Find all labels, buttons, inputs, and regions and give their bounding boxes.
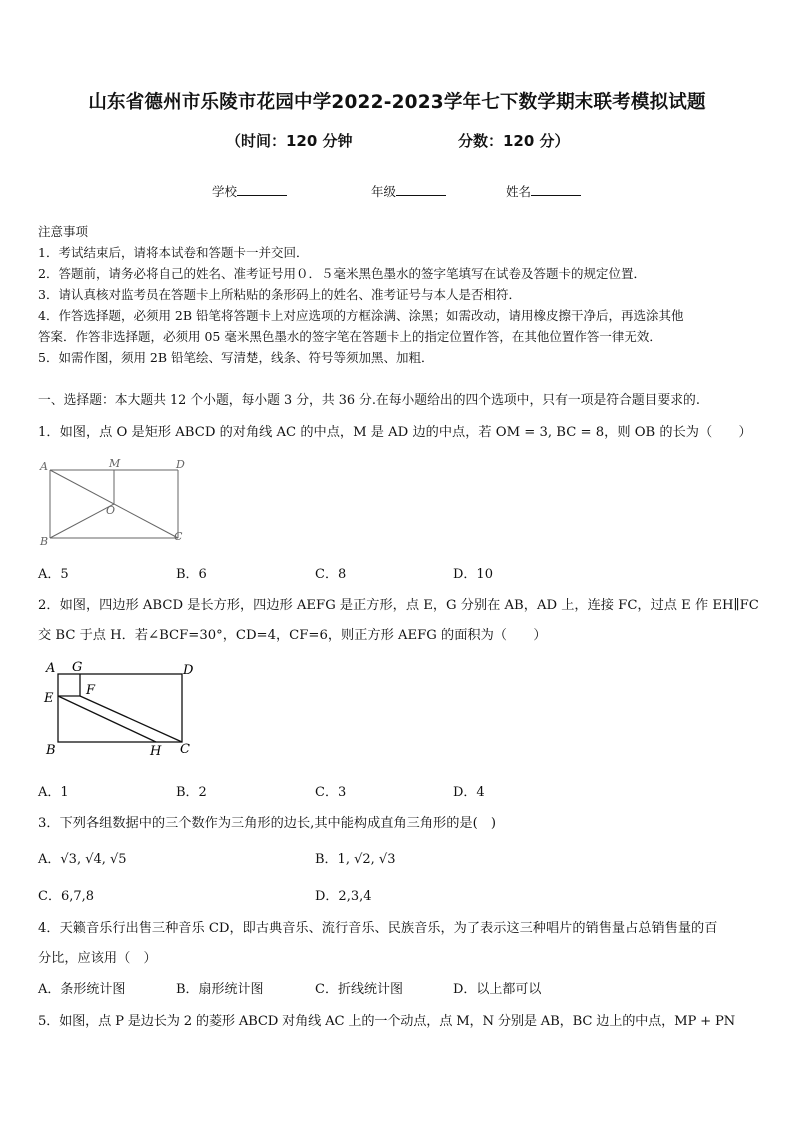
note-item: 答案．作答非选择题，必须用 05 毫米黑色墨水的签字笔在答题卡上的指定位置作答，在其他位置作答一律无效． [38,329,662,344]
q2-option-c: C．3 [315,785,347,800]
q1-option-a: A．5 [38,567,69,582]
question-2-line2: 交 BC 于点 H．若∠BCF=30°，CD=4，CF=6，则正方形 AEFG 的面积为（ ） [38,628,547,643]
q3-option-d: D．2,3,4 [315,889,372,904]
q2-option-b: B．2 [176,785,207,800]
note-item: 4．作答选择题，必须用 2B 铅笔将答题卡上对应选项的方框涂满、涂黑；如需改动，请用橡皮擦干净后，再选涂其他 [38,308,684,323]
fig2-label-G: G [72,660,83,675]
fig1-label-M: M [109,457,121,470]
note-item: 1．考试结束后，请将本试卷和答题卡一并交回． [38,245,309,260]
question-1-text: 1．如图，点 O 是矩形 ABCD 的对角线 AC 的中点，M 是 AD 边的中点，若 OM = 3, BC = 8，则 OB 的长为（ ） [38,425,752,440]
notes-heading: 注意事项 [38,224,89,239]
question-2-line1: 2．如图，四边形 ABCD 是长方形，四边形 AEFG 是正方形，点 E，G 分别在 AB，AD 上，连接 FC，过点 E 作 EH∥FC [38,598,759,613]
q1-option-b: B．6 [176,567,207,582]
fig1-label-O: O [106,504,116,517]
q2-option-a: A．1 [38,785,69,800]
q4-option-d: D．以上都可以 [453,982,542,997]
fig2-label-E: E [44,691,54,706]
fig2-label-F: F [86,683,96,698]
q4-option-b: B．扇形统计图 [176,982,264,997]
q3-option-b: B．1, √2, √3 [315,852,396,867]
section-heading: 一、选择题：本大题共 12 个小题，每小题 3 分，共 36 分.在每小题给出的四个选项中，只有一项是符合题目要求的. [38,393,700,408]
fig1-label-B: B [40,535,49,548]
school-field: 学校 [212,182,287,200]
fig1-label-D: D [176,458,185,471]
exam-score: 分数：120 分） [458,132,570,150]
question-2-figure [40,656,200,760]
fig1-label-A: A [40,460,48,473]
q3-option-a: A．√3, √4, √5 [38,852,127,867]
fig2-label-C: C [180,742,190,757]
fig2-label-B: B [46,743,56,758]
q1-option-c: C．8 [315,567,347,582]
note-item: 5．如需作图，须用 2B 铅笔绘、写清楚，线条、符号等须加黑、加粗． [38,350,434,365]
q1-option-d: D．10 [453,567,493,582]
question-4-line2: 分比，应该用（ ） [38,951,157,966]
question-3-text: 3．下列各组数据中的三个数作为三角形的边长,其中能构成直角三角形的是( ) [38,816,497,831]
fig2-label-D: D [183,663,194,678]
question-1-figure [36,456,206,550]
exam-time: （时间：120 分钟 [226,132,353,150]
note-item: 2．答题前，请务必将自己的姓名、准考证号用０．５毫米黑色墨水的签字笔填写在试卷及答题卡的规定位置． [38,266,646,281]
question-4-line1: 4．天籁音乐行出售三种音乐 CD，即古典音乐、流行音乐、民族音乐，为了表示这三种唱片的销售量占总销售量的百 [38,921,718,936]
exam-title: 山东省德州市乐陵市花园中学2022-2023学年七下数学期末联考模拟试题 [88,92,706,113]
q2-option-d: D．4 [453,785,485,800]
note-item: 3．请认真核对监考员在答题卡上所粘贴的条形码上的姓名、准考证号与本人是否相符． [38,287,521,302]
fig2-label-A: A [46,661,56,676]
notes-block [38,221,684,368]
q4-option-c: C．折线统计图 [315,982,403,997]
fig2-label-H: H [150,744,162,759]
question-5-text: 5．如图，点 P 是边长为 2 的菱形 ABCD 对角线 AC 上的一个动点，点 M，N 分别是 AB，BC 边上的中点，MP + PN [38,1014,735,1029]
q3-option-c: C．6,7,8 [38,889,95,904]
fig1-label-C: C [174,530,183,543]
q4-option-a: A．条形统计图 [38,982,126,997]
name-field: 姓名 [506,182,581,200]
grade-field: 年级 [371,182,446,200]
